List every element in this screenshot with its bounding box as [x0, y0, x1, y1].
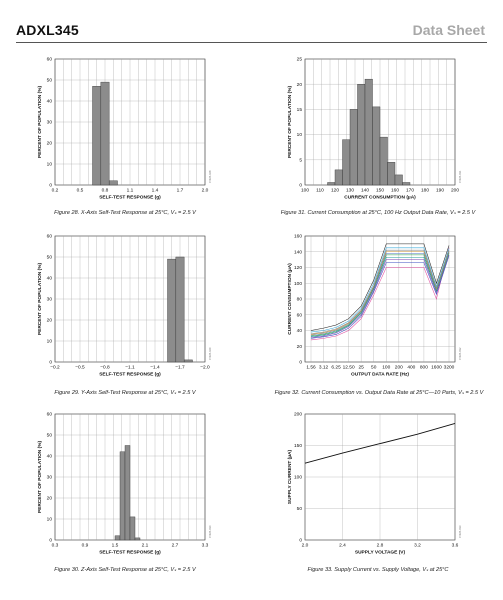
histogram-bar: [343, 140, 351, 185]
histogram-bar: [328, 182, 336, 185]
x-axis-label: SELF-TEST RESPONSE (g): [99, 195, 161, 201]
y-tick-label: 80: [296, 297, 302, 303]
x-tick-label: 400: [407, 365, 416, 371]
y-tick-label: 0: [49, 538, 52, 544]
y-tick-label: 60: [46, 412, 52, 418]
x-tick-label: 12.50: [342, 365, 355, 371]
y-tick-label: 20: [46, 318, 52, 324]
x-axis-label: CURRENT CONSUMPTION (µA): [344, 195, 416, 201]
y-tick-label: 50: [46, 255, 52, 261]
y-axis-label: SUPPLY CURRENT (µA): [288, 449, 293, 505]
y-tick-label: 0: [299, 538, 302, 544]
y-tick-label: 140: [293, 250, 302, 256]
x-tick-label: 2.0: [301, 543, 309, 549]
x-tick-label: 2.1: [141, 543, 149, 549]
x-tick-label: 190: [435, 188, 445, 194]
y-tick-label: 30: [46, 120, 52, 126]
y-tick-label: 0: [299, 183, 302, 189]
fig32-plot: [287, 234, 462, 378]
figure-33-caption: Figure 33. Supply Current vs. Supply Voltage, Vₛ at 25°C: [307, 567, 449, 573]
figure-28-chart: [25, 55, 225, 210]
figure-32-caption: Figure 32. Current Consumption vs. Output Data Rate at 25°C—10 Parts, Vₛ = 2.5 V: [274, 390, 484, 396]
y-tick-label: 160: [293, 234, 302, 240]
y-axis-label: PERCENT OF POPULATION (%): [38, 85, 43, 159]
x-tick-label: 1.5: [111, 543, 119, 549]
y-tick-label: 0: [49, 183, 52, 189]
x-tick-label: 160: [390, 188, 400, 194]
x-tick-label: 180: [420, 188, 430, 194]
fig28-plot: [37, 57, 212, 201]
y-tick-label: 0: [299, 360, 302, 366]
fig29-plot: [37, 234, 212, 378]
histogram-bar: [350, 109, 358, 185]
y-tick-label: 20: [296, 82, 302, 88]
y-tick-label: 50: [46, 78, 52, 84]
x-tick-label: 1.1: [126, 188, 134, 194]
histogram-bar: [93, 86, 101, 185]
fig33-plot: [287, 412, 462, 556]
histogram-bar: [101, 82, 109, 185]
x-axis-label: SELF-TEST RESPONSE (g): [99, 550, 161, 556]
histogram-bar: [335, 170, 343, 185]
y-tick-label: 100: [293, 281, 302, 287]
y-axis-label: PERCENT OF POPULATION (%): [38, 440, 43, 514]
x-tick-label: 200: [394, 365, 403, 371]
y-tick-label: 50: [46, 433, 52, 439]
fig31-plot: [287, 57, 462, 201]
histogram-bar: [395, 175, 403, 185]
x-tick-label: 50: [371, 365, 377, 371]
x-tick-label: −1.7: [175, 365, 185, 371]
histogram-bar: [358, 84, 366, 185]
x-tick-label: 2.0: [201, 188, 209, 194]
x-tick-label: 100: [382, 365, 391, 371]
x-tick-label: 3.6: [451, 543, 459, 549]
y-tick-label: 10: [46, 162, 52, 168]
x-tick-label: 120: [330, 188, 340, 194]
y-tick-label: 40: [296, 329, 302, 335]
figure-32-chart: [275, 232, 475, 387]
part-number: ADXL345: [16, 22, 79, 38]
y-tick-label: 20: [46, 141, 52, 147]
histogram-bar: [388, 162, 396, 185]
x-tick-label: 150: [375, 188, 385, 194]
x-tick-label: 170: [405, 188, 415, 194]
x-tick-label: −0.8: [100, 365, 110, 371]
y-tick-label: 25: [296, 57, 302, 63]
x-tick-label: 0.2: [51, 188, 59, 194]
x-tick-label: 2.8: [376, 543, 384, 549]
x-tick-label: 1.56: [306, 365, 316, 371]
figure-29-caption: Figure 29. Y-Axis Self-Test Response at 25°C, Vₛ = 2.5 V: [54, 390, 196, 396]
y-tick-label: 100: [293, 475, 302, 481]
x-tick-label: 3.12: [318, 365, 329, 371]
histogram-bar: [125, 446, 130, 541]
histogram-bar: [373, 107, 381, 185]
histogram-bar: [380, 137, 388, 185]
x-tick-label: 800: [419, 365, 428, 371]
x-tick-label: 2.7: [171, 543, 179, 549]
figure-code: 07925-030: [209, 525, 212, 538]
x-tick-label: 130: [345, 188, 355, 194]
y-tick-label: 10: [46, 339, 52, 345]
x-tick-label: 1600: [431, 365, 442, 371]
figure-code: 07925-031: [459, 170, 462, 183]
histogram-bar: [135, 538, 140, 540]
x-tick-label: 0.3: [51, 543, 59, 549]
y-tick-label: 50: [296, 507, 302, 513]
x-tick-label: −2.0: [200, 365, 210, 371]
figure-31-chart: [275, 55, 475, 210]
y-axis-label: CURRENT CONSUMPTION (µA): [288, 263, 293, 335]
histogram-bar: [168, 259, 176, 362]
y-tick-label: 0: [49, 360, 52, 366]
histogram-bar: [109, 181, 117, 185]
x-tick-label: 1.7: [176, 188, 184, 194]
x-tick-label: −0.5: [75, 365, 85, 371]
histogram-bar: [130, 517, 135, 540]
x-axis-label: OUTPUT DATA RATE (Hz): [351, 372, 409, 378]
histogram-bar: [184, 360, 192, 362]
y-tick-label: 5: [299, 158, 302, 164]
x-tick-label: 0.5: [76, 188, 84, 194]
y-tick-label: 20: [46, 496, 52, 502]
x-tick-label: 140: [360, 188, 370, 194]
x-tick-label: 25: [358, 365, 364, 371]
figure-30-caption: Figure 30. Z-Axis Self-Test Response at 25°C, Vₛ = 2.5 V: [54, 567, 196, 573]
y-tick-label: 15: [296, 108, 302, 113]
y-axis-label: PERCENT OF POPULATION (%): [288, 85, 293, 159]
x-tick-label: 3.2: [414, 543, 421, 549]
x-tick-label: 1.4: [151, 188, 159, 194]
y-tick-label: 10: [46, 517, 52, 523]
fig30-plot: [37, 412, 212, 556]
y-tick-label: 60: [46, 57, 52, 63]
x-tick-label: 3.3: [201, 543, 209, 549]
histogram-bar: [115, 536, 120, 540]
figure-31-caption: Figure 31. Current Consumption at 25°C, 100 Hz Output Data Rate, Vₛ = 2.5 V: [280, 210, 476, 216]
figure-29-chart: [25, 232, 225, 387]
y-tick-label: 150: [293, 444, 302, 450]
y-tick-label: 40: [46, 99, 52, 105]
y-tick-label: 40: [46, 454, 52, 460]
x-axis-label: SELF-TEST RESPONSE (g): [99, 372, 161, 378]
figure-28-caption: Figure 28. X-Axis Self-Test Response at 25°C, Vₛ = 2.5 V: [54, 210, 196, 216]
y-tick-label: 20: [296, 344, 302, 350]
y-tick-label: 60: [46, 234, 52, 240]
histogram-bar: [120, 452, 125, 540]
document-type: Data Sheet: [412, 22, 485, 38]
x-tick-label: 110: [316, 188, 324, 194]
histogram-bar: [176, 257, 184, 362]
figure-code: 07925-033: [459, 525, 462, 538]
x-tick-label: 100: [300, 188, 310, 194]
x-tick-label: 3200: [443, 365, 455, 371]
x-tick-label: 0.8: [101, 188, 109, 194]
y-tick-label: 200: [293, 412, 302, 418]
x-tick-label: 2.4: [339, 543, 346, 549]
x-tick-label: 0.9: [81, 543, 89, 549]
x-tick-label: −0.2: [50, 365, 60, 371]
histogram-bar: [365, 79, 373, 185]
x-tick-label: −1.4: [150, 365, 160, 371]
header-rule: [16, 42, 487, 43]
y-tick-label: 10: [296, 133, 302, 139]
figure-code: 07925-029: [209, 347, 212, 360]
y-tick-label: 60: [296, 313, 302, 319]
x-tick-label: 200: [450, 188, 460, 194]
x-tick-label: −1.1: [125, 365, 135, 371]
x-axis-label: SUPPLY VOLTAGE (V): [354, 550, 406, 556]
y-tick-label: 30: [46, 297, 52, 303]
y-axis-label: PERCENT OF POPULATION (%): [38, 262, 43, 336]
histogram-bar: [403, 182, 411, 185]
y-tick-label: 40: [46, 276, 52, 282]
y-tick-label: 30: [46, 475, 52, 481]
figure-code: 07925-032: [459, 347, 462, 360]
y-tick-label: 120: [293, 266, 302, 272]
figure-33-chart: [275, 410, 475, 565]
x-tick-label: 6.25: [331, 365, 341, 371]
figure-30-chart: [25, 410, 225, 565]
figure-code: 07925-028: [209, 170, 212, 183]
